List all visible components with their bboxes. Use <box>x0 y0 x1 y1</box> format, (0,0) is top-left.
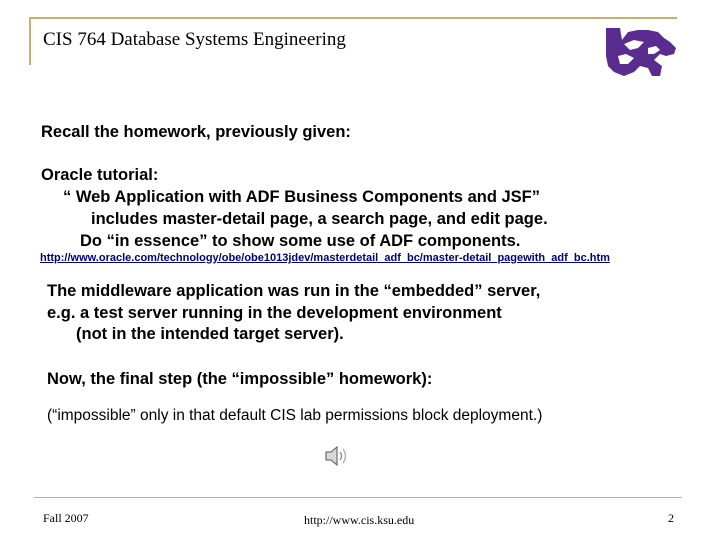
wildcat-logo-icon <box>604 26 678 80</box>
tutorial-link[interactable]: http://www.oracle.com/technology/obe/obe1013jdev/masterdetail_adf_bc/master-detail_pagewith_adf_bc.htm <box>40 252 610 264</box>
footer-date: Fall 2007 <box>43 511 89 525</box>
tutorial-title: “ Web Application with ADF Business Components and JSF” <box>63 188 541 206</box>
tutorial-label: Oracle tutorial: <box>41 166 159 184</box>
page-number: 2 <box>668 511 674 525</box>
header-frame-left <box>29 17 31 65</box>
middleware-line-3: (not in the intended target server). <box>76 325 344 343</box>
recall-line: Recall the homework, previously given: <box>41 123 351 141</box>
footer-divider <box>34 497 682 498</box>
final-step-line: Now, the final step (the “impossible” homework): <box>47 370 433 388</box>
tutorial-description: includes master-detail page, a search page, and edit page. <box>91 210 548 228</box>
essence-line: Do “in essence” to show some use of ADF components. <box>80 232 521 250</box>
slide-title: CIS 764 Database Systems Engineering <box>43 29 346 50</box>
header-frame-top <box>29 17 677 19</box>
speaker-icon[interactable] <box>320 444 350 468</box>
middleware-line-1: The middleware application was run in the “embedded” server, <box>47 282 541 300</box>
footer-url: http://www.cis.ksu.edu <box>304 513 415 527</box>
middleware-line-2: e.g. a test server running in the development environment <box>47 304 502 322</box>
impossible-note: (“impossible” only in that default CIS lab permissions block deployment.) <box>47 407 543 424</box>
